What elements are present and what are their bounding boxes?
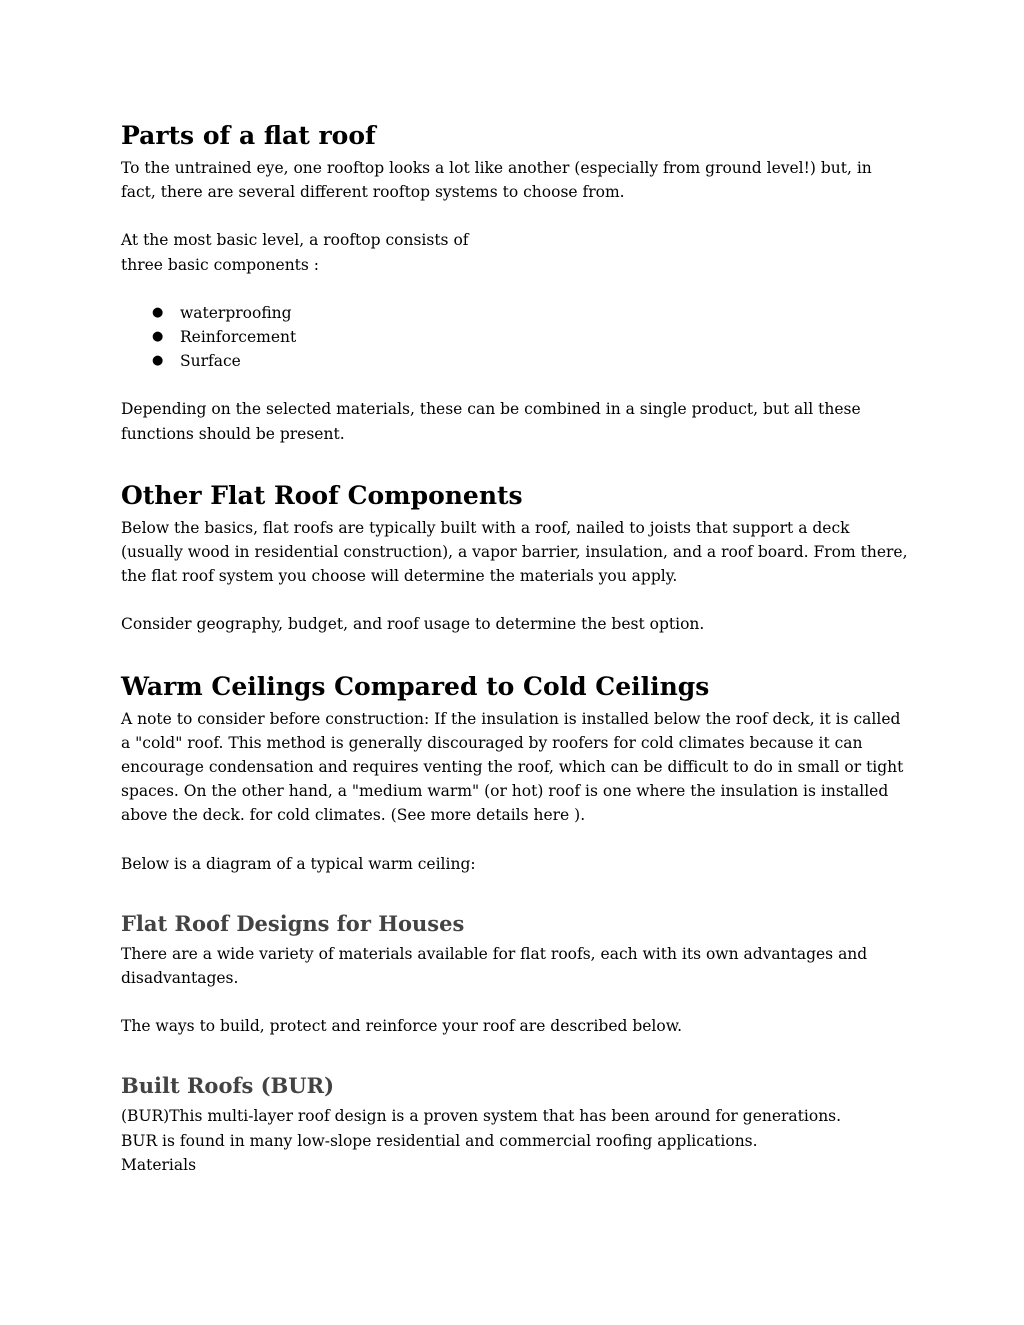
paragraph-basic-level-line1: At the most basic level, a rooftop consists of	[121, 231, 469, 250]
heading-built-roofs: Built Roofs (BUR)	[121, 1073, 335, 1099]
paragraph-bur	[121, 1104, 911, 1177]
paragraph-bur-line1: (BUR)This multi-layer roof design is a proven system that has been around for generations.	[121, 1107, 842, 1126]
document-page	[121, 116, 911, 1177]
paragraph-bur-line3: Materials	[121, 1155, 197, 1174]
paragraph-untrained-eye: To the untrained eye, one rooftop looks a lot like another (especially from ground level!) but, in fact, there are several different rooftop systems to choose from.	[121, 159, 872, 202]
heading-warm-vs-cold: Warm Ceilings Compared to Cold Ceilings	[121, 671, 710, 701]
list-item: ● waterproofing	[121, 301, 911, 325]
components-list	[121, 301, 911, 374]
paragraph-bur-line2: BUR is found in many low-slope residential and commercial roofing applications.	[121, 1131, 758, 1150]
paragraph-basic-level-line2: three basic components :	[121, 255, 320, 274]
heading-parts-of-flat-roof: Parts of a flat roof	[121, 121, 376, 150]
paragraph-basic-level	[121, 228, 911, 276]
paragraph-wide-variety: There are a wide variety of materials available for flat roofs, each with its own advantages and disadvantages.	[121, 944, 868, 988]
paragraph-diagram-intro: Below is a diagram of a typical warm ceiling:	[121, 854, 476, 873]
heading-other-components: Other Flat Roof Components	[121, 480, 523, 510]
paragraph-depending-materials: Depending on the selected materials, these can be combined in a single product, but all these functions should be present.	[121, 400, 861, 443]
paragraph-note-construction: A note to consider before construction: If the insulation is installed below the roof deck, it is called a "cold" roof. This method is generally discouraged by roofers for cold climates because it can encourage condensation and requires venting the roof, which can be difficult to do in small or tight spaces. On the other hand, a "medium warm" (or hot) roof is one where the insulation is installed above the deck. for cold climates. (See more details here ).	[121, 709, 904, 825]
bullet-icon: ●	[152, 304, 164, 320]
paragraph-ways-to-build: The ways to build, protect and reinforce your roof are described below.	[121, 1017, 683, 1036]
paragraph-consider-geography: Consider geography, budget, and roof usage to determine the best option.	[121, 615, 705, 634]
list-item: ● Reinforcement	[121, 325, 911, 349]
paragraph-below-basics: Below the basics, flat roofs are typically built with a roof, nailed to joists that support a deck (usually wood in residential construction), a vapor barrier, insulation, and a roof board. From there, the flat roof system you choose will determine the materials you apply.	[121, 518, 908, 586]
heading-flat-roof-designs: Flat Roof Designs for Houses	[121, 910, 465, 936]
bullet-icon: ●	[152, 329, 164, 345]
list-item: ● Surface	[121, 349, 911, 373]
bullet-icon: ●	[152, 353, 164, 369]
